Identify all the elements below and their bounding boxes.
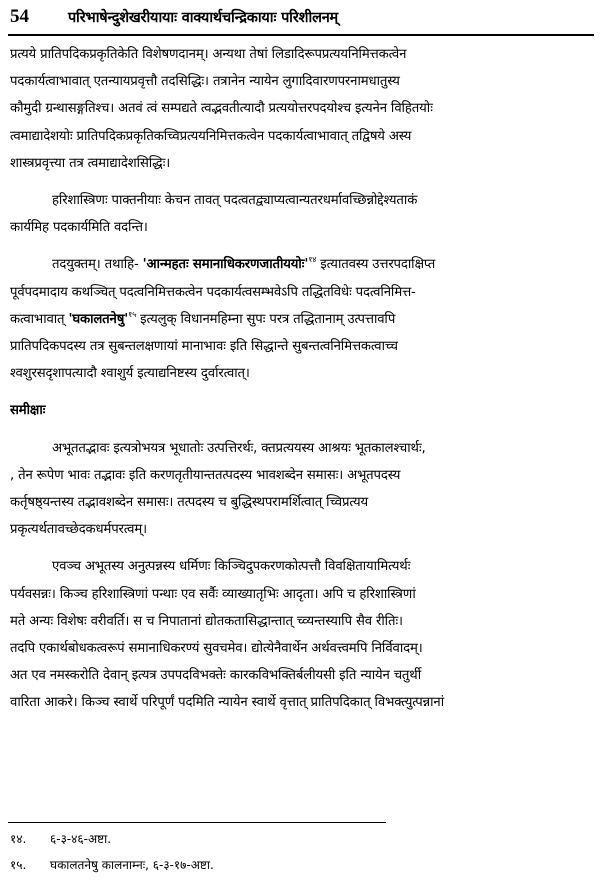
text-line: प्रातिपदिकपदस्य तत्र सुबन्तलक्षणायां मानाभावः इति सिद्धान्ते सुबन्तत्वनिमित्तकत्वाच्च: [10, 339, 398, 355]
footnote-number: १४.: [10, 832, 27, 846]
text-line: एवञ्च अभूतस्य अनुत्पन्नस्य धर्मिणः किञ्चिदुपकरणकोत्पत्तौ विवक्षितायामित्यर्थः: [52, 559, 411, 575]
text-line: मते अन्यः विशेषः वरीवर्ति। स च निपातानां द्योतकतासिद्धान्तात् च्व्यन्तस्यापि सैव रीतिः।: [10, 613, 403, 629]
footnote-marker: १४: [308, 255, 317, 265]
footnote-text: घकालतनेषु कालनाम्नः, ६-३-१७-अष्टा.: [50, 858, 214, 872]
text-line: तदपि एकार्थबोधकत्वरूपं समानाधिकरण्यं सुवचमेव। द्योत्येनैवार्थेन अर्थवत्त्वमपि निर्विवादम्।: [10, 641, 423, 657]
text-line: पर्यवसन्नः। किञ्च हरिशास्त्रिणां पन्थाः एव सर्वैः व्याख्यातृभिः आदृता। अपि च हरिशास्त्रिणां: [10, 586, 416, 602]
text-line: अत एव नमस्करोति देवान् इत्यत्र उपपदविभक्तेः कारकविभक्तिर्बलीयसी इति न्यायेन चतुर्थी: [10, 668, 421, 684]
body-text: [10, 41, 594, 717]
paragraph-4: [10, 435, 594, 544]
text-line: कर्तृषष्ठ्यन्तस्य तद्भावशब्देन समासः। तत्पदस्य च बुद्धिस्थपरामर्शित्वात् च्विप्रत्यय: [10, 495, 369, 511]
running-head: परिभाषेन्दुशेखरीयायाः वाक्यार्थचन्द्रिकायाः परिशीलनम्: [68, 10, 339, 26]
text-line: [10, 306, 594, 333]
footnote-marker: १५: [128, 309, 137, 319]
footnotes: [10, 826, 594, 878]
text-line: पूर्वपदमादाय कथञ्चित् पदत्वनिमित्तकत्वेन पदकार्यत्वसम्भवेऽपि तद्धितविधेः पदत्वनिमित्त-: [10, 284, 416, 300]
sutra-quote: 'घकालतनेषु': [68, 311, 129, 327]
text-line: [10, 251, 594, 278]
footnote-text: ६-३-४६-अष्टा.: [50, 832, 112, 846]
text-line: कार्यमिह पदकार्यमिति वदन्ति।: [10, 220, 148, 236]
text-segment: तदयुक्तम्। तथाहि-: [52, 257, 143, 273]
text-segment: इत्यातवस्य उत्तरपदाक्षिप्त: [316, 257, 436, 273]
text-line: प्रकृत्यर्थतावच्छेदकधर्मपरत्वम्।: [10, 522, 147, 538]
text-line: प्रत्यये प्रातिपदिकप्रकृतिकेति विशेषणदानम्। अन्यथा तेषां लिडादिरूपप्रत्ययनिमित्तकत्वेन: [10, 47, 407, 62]
footnote: [10, 852, 594, 878]
text-line: अभूततद्भावः इत्यत्रोभयत्र भूधातोः उत्पत्तिरर्थः, क्तप्रत्ययस्य आश्रयः भूतकालश्चार्थः,: [52, 440, 426, 456]
paragraph-5: [10, 553, 594, 716]
text-line: शास्त्रप्रवृत्त्या तत्र त्वमाद्यादेशसिद्धिः।: [10, 155, 171, 171]
footnote-rule: [8, 822, 386, 823]
section-heading: समीक्षाः: [10, 403, 46, 419]
text-segment: इत्यलुक् विधानमहिम्ना सुपः परत्र तद्धितानाम् उत्पत्तावपि: [136, 311, 396, 327]
header-rule: [8, 34, 594, 36]
text-line: वारिता आकरे। किञ्च स्वार्थे परिपूर्णं पदमिति न्यायेन स्वार्थे वृत्तात् प्रातिपदिकात् विभक्त्युत्पन्नानां: [10, 695, 445, 711]
paragraph-2: [10, 187, 594, 241]
text-line: , तेन रूपेण भावः तद्भावः इति करणतृतीयान्ततत्पदस्य भावशब्देन समासः। अभूतपदस्य: [10, 467, 401, 483]
footnote: [10, 826, 594, 852]
text-line: श्वशुरसदृशापत्यादौ श्वाशुर्य इत्याद्यनिष्टस्य दुर्वारत्वात्।: [10, 366, 250, 382]
section-heading-block: [10, 397, 594, 424]
footnote-number: १५.: [10, 858, 27, 872]
paragraph-1: [10, 41, 594, 177]
text-line: हरिशास्त्रिणः पाक्तनीयाः केचन तावत् पदत्वतद्व्याप्यत्वान्यतरधर्मावच्छिन्नोद्देश्यताकं: [52, 193, 418, 209]
sutra-quote: 'आन्महतः समानाधिकरणजातीययोः': [142, 257, 309, 273]
text-line: त्वमाद्यादेशयोः प्रातिपदिकप्रकृतिकच्विप्रत्ययनिमित्तकत्वेन पदकार्यत्वाभावात् तद्विषये अस्य: [10, 128, 412, 144]
page-header: [10, 6, 594, 32]
text-line: कौमुदी ग्रन्थासङ्गतिश्च। अतवं त्वं सम्पद्यते त्वद्भवतीत्यादौ प्रत्ययोत्तरपदयोश्च इत्यनेन विहितयोः: [10, 101, 433, 117]
text-line: पदकार्यत्वाभावात् एतन्यायप्रवृत्तौ तदसिद्धिः। तत्रानेन न्यायेन लुगादिवारणपरनामधातुस्य: [10, 74, 400, 90]
text-segment: कत्वाभावात्: [10, 311, 69, 327]
page-number: 54: [10, 6, 29, 27]
paragraph-3: [10, 251, 594, 387]
